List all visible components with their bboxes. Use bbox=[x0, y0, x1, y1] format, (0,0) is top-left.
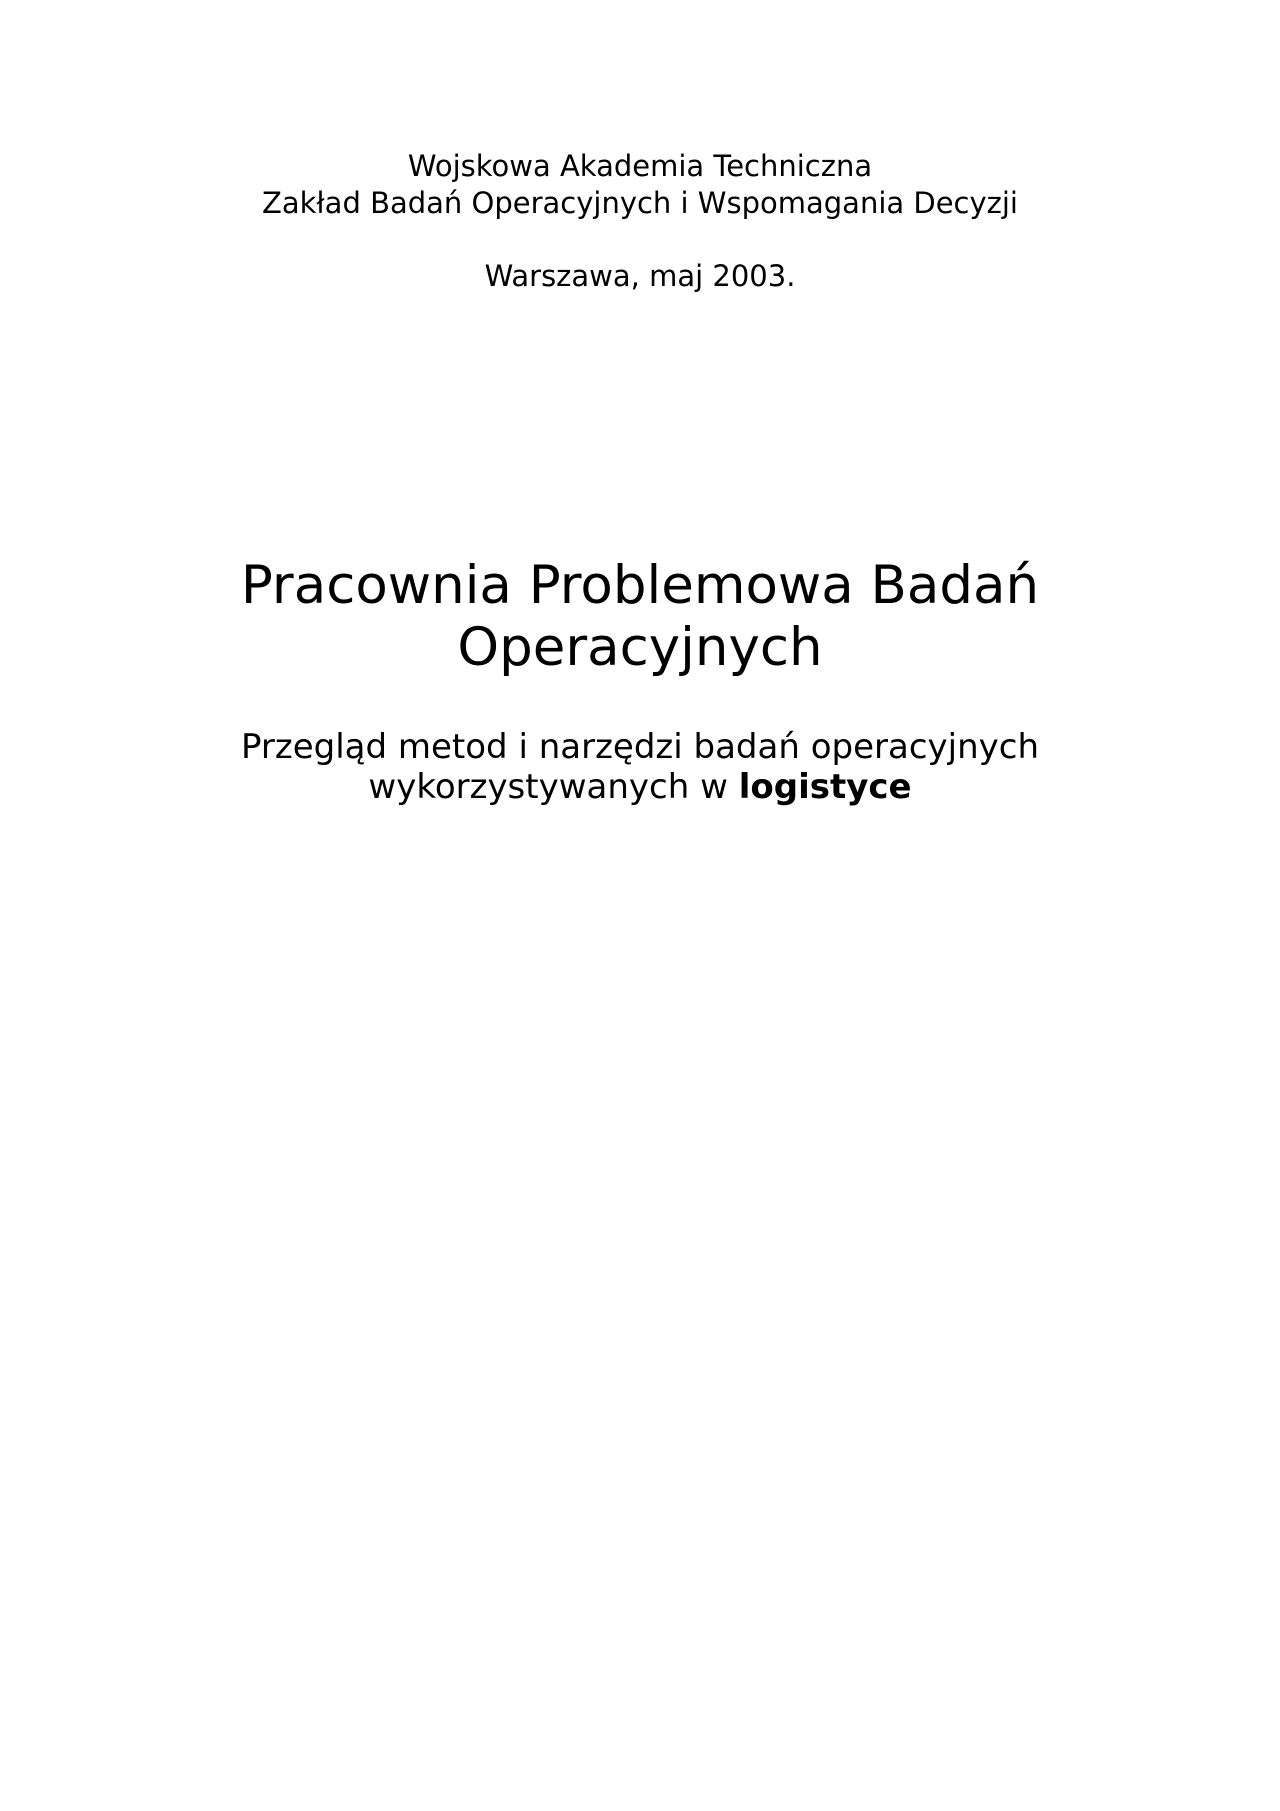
place-date-line: Warszawa, maj 2003. bbox=[484, 259, 796, 293]
title-line-1: Pracownia Problemowa Badań bbox=[240, 555, 1040, 616]
document-title bbox=[0, 555, 1280, 679]
header-block bbox=[0, 148, 1280, 222]
document-subtitle bbox=[0, 727, 1280, 807]
subtitle-line-2 bbox=[0, 767, 1280, 807]
subtitle-line-1: Przegląd metod i narzędzi badań operacyjnych bbox=[240, 727, 1039, 767]
subtitle-line-2-prefix: wykorzystywanych w bbox=[368, 767, 739, 807]
institution-name: Wojskowa Akademia Techniczna bbox=[407, 149, 873, 183]
department-name: Zakład Badań Operacyjnych i Wspomagania Decyzji bbox=[262, 186, 1018, 220]
subtitle-emphasis: logistyce bbox=[738, 767, 912, 807]
title-line-2: Operacyjnych bbox=[457, 617, 823, 678]
